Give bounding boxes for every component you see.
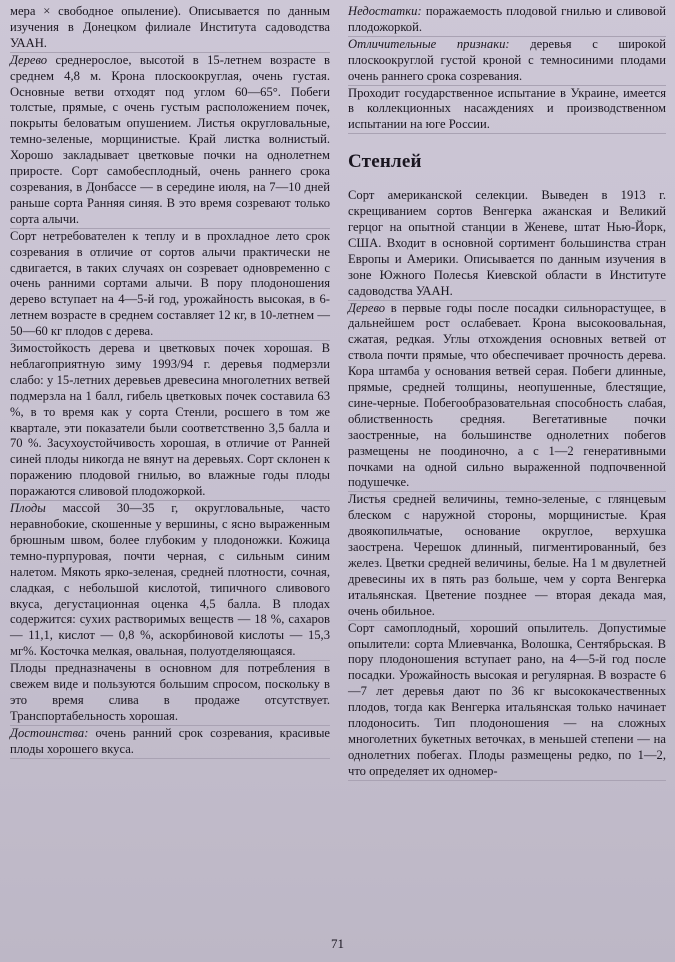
paragraph: [348, 621, 666, 781]
paragraph-lead: Недостатки:: [348, 4, 422, 18]
paragraph-lead: Достоинства:: [10, 725, 89, 740]
paragraph: [10, 53, 330, 229]
paragraph: [348, 492, 666, 620]
paragraph: [10, 726, 330, 759]
paragraph-text: Плоды предназначены в основном для потребления в свежем виде и пользуются большим спросом, поскольку в это время слива в продаже отсутствует. Транспортабельность хорошая.: [10, 661, 330, 723]
paragraph-text: среднерослое, высотой в 15-летнем возрасте в среднем 4,8 м. Крона плоскоокруглая, очень густая. Основные ветви отходят под углом 60—65°. Побеги толстые, прямые, с очень густым расположением почек, покрыты беловатым опушением. Листья округловальные, темно-зеленые, морщинистые. Край листка волнистый. Хорошо закладывает цветковые почки на однолетнем приросте. Сорт самобесплодный, очень раннего срока созревания, в Донбассе — в середине июля, на 7—10 дней раньше сорта Ранняя синяя. В это время созревают только сорта алычи.: [10, 52, 330, 226]
paragraph-text: Листья средней величины, темно-зеленые, с глянцевым блеском с наружной стороны, морщинистые. Края двоякопильчатые, основание округлое, верхушка заострена. Черешок длинный, пигментированный, без желез. Цветки средней величины, белые. На 1 м двулетней древесины их в пять раз больше, чем у сорта Венгерка итальянская. Цветение позднее — вторая декада мая, очень обильное.: [348, 492, 666, 618]
paragraph-lead: Дерево: [348, 300, 386, 315]
paragraph: [348, 188, 666, 300]
paragraph-text: Сорт самоплодный, хороший опылитель. Допустимые опылители: сорта Млиевчанка, Волошка, Сентябрьская. В пору плодоношения вступает рано, на 4—5-й год после посадки. Урожайность высокая и регулярная. В возрасте 6—7 лет деревья дают по 36 кг высококачественных плодов, тогда как Венгерка итальянская только начинает плодоносить. Тип плодоношения — на сложных многолетних букетных веточках, в меньшей степени — на однолетних побегах. Плоды размещены редко, по 1—2, что определяет их одномер-: [348, 620, 666, 778]
paragraph-text: в первые годы после посадки сильнорастущее, в дальнейшем рост ослабевает. Крона высокоовальная, сжатая, редкая. Углы отхождения основных ветвей от ствола почти прямые, что обеспечивает прочность дерева. Кора штамба у основания ветвей серая. Побеги длинные, прямые, средней толщины, неопушенные, блестящие, сине-черные. Побегообразовательная способность слабая, облиственность средняя. Вегетативные почки заостренные, на большинстве однолетних побегов размещены не поодиночно, а с 1—2 генеративными почками на одной сильно выраженной подпочвенной подушечке.: [348, 300, 666, 490]
paragraph: [348, 37, 666, 86]
paragraph: [10, 661, 330, 726]
paragraph-text: мера × свободное опыление). Описывается по данным изучения в Донецком филиале Института садоводства УААН.: [10, 4, 330, 50]
paragraph-text: деревья с широкой плоскоокруглой густой кроной с темносиними плодами очень раннего срока созревания.: [348, 36, 666, 83]
paragraph: [348, 86, 666, 135]
right-column: [348, 4, 666, 781]
section-heading: Стенлей: [348, 151, 422, 173]
paragraph-lead: Отличительные признаки:: [348, 36, 510, 51]
paragraph-text: Сорт американской селекции. Выведен в 1913 г. скрещиванием сортов Венгерка ажанская и Великий герцог на опытной станции в Женеве, штат Нью-Йорк, США. Входит в основной сортимент большинства стран Европы и Америки. Описывается по данным изучения в зоне Южного Полесья Киевской области в Институте садоводства УААН.: [348, 188, 666, 298]
paragraph: [10, 501, 330, 661]
paragraph: [10, 341, 330, 501]
paragraph-text: поражаемость плодовой гнилью и сливовой плодожоркой.: [348, 4, 666, 34]
paragraph-lead: Плоды: [10, 501, 46, 516]
paragraph: [10, 229, 330, 341]
paragraph: [348, 301, 666, 493]
page-number: 71: [331, 936, 344, 951]
paragraph-text: массой 30—35 г, округловальные, часто неравнобокие, скошенные у вершины, с ясно выраженным брюшным швом, более глубоким у плодоножки. Кожица темно-пурпуровая, почти черная, с сильным синим налетом. Мякоть ярко-зеленая, средней плотности, сочная, сладкая, с небольшой кислотой, типичного сливового вкуса, дегустационная оценка 4,5 балла. В плодах содержится: сухих растворимых веществ — 18 %, сахаров — 11,1, кислот — 0,8 %, аскорбиновой кислоты — 15,3 мг%. Косточка мелкая, овальная, полуотделяющаяся.: [10, 501, 330, 659]
right-column-top: [348, 4, 666, 134]
left-column: [10, 4, 330, 759]
paragraph-text: Сорт нетребователен к теплу и в прохладное лето срок созревания в отличие от сортов алычи практически не сдвигается, в таких случаях он созревает одновременно с очень ранними сортами алычи. В пору плодоношения дерево вступает на 4—5-й год, урожайность высокая, в 6-летнем возрасте в среднем составляет 12 кг, в 10-летнем — 50—60 кг плодов с дерева.: [10, 228, 330, 339]
paragraph: [348, 4, 666, 37]
paragraph-text: Проходит государственное испытание в Украине, имеется в коллекционных насаждениях и производственном испытании на юге России.: [348, 85, 666, 132]
paragraph: [10, 4, 330, 53]
right-column-bottom: [348, 188, 666, 781]
paragraph-lead: Дерево: [10, 52, 48, 67]
paragraph-text: очень ранний срок созревания, красивые плоды хорошего вкуса.: [10, 725, 330, 756]
paragraph-text: Зимостойкость дерева и цветковых почек хорошая. В неблагоприятную зиму 1993/94 г. деревья подмерзли слабо: у 15-летних деревьев древесина многолетних ветвей подмерзла на 1 балл, гибель цветковых почек составила 63 %, в то время как у сорта Стенли, росшего в том же квартале, эти показатели были соответственно 3,5 балла и 70 %. Засухоустойчивость хорошая, в отличие от Ранней синей плоды никогда не вянут на деревьях. Сорт склонен к поражению плодовой гнилью, во влажные годы плоды поражаются сливовой плодожоркой.: [10, 341, 330, 499]
